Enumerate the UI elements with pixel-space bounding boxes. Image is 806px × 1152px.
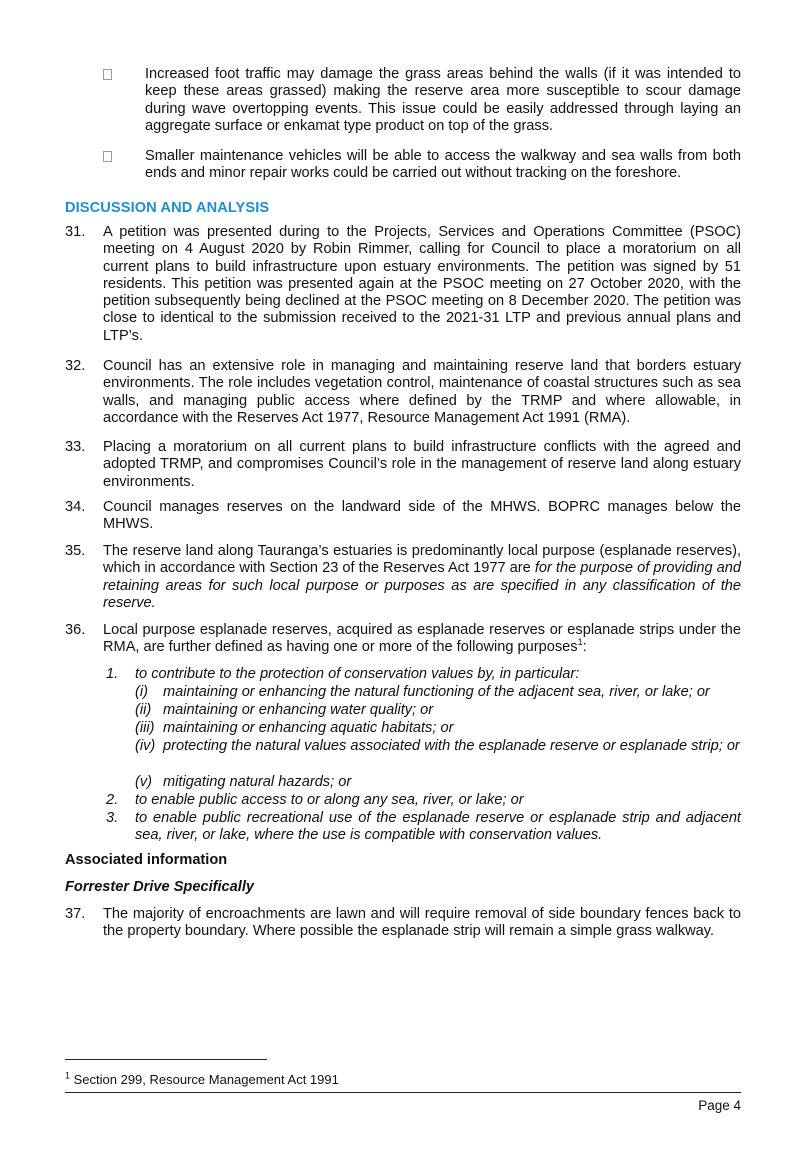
numbered-paragraph bbox=[65, 358, 741, 427]
paragraph-text-tail: : bbox=[582, 639, 587, 656]
bullet-item bbox=[65, 66, 741, 135]
sub-purpose-text: protecting the natural values associated with the esplanade reserve or esplanade strip; or bbox=[163, 738, 740, 754]
sub-purpose-text: maintaining or enhancing water quality; or bbox=[163, 702, 434, 718]
purpose-number: 1. bbox=[106, 666, 119, 682]
bullet-glyph-icon bbox=[103, 69, 112, 80]
purpose-number: 3. bbox=[106, 810, 119, 826]
purpose-number: 2. bbox=[106, 792, 119, 808]
numbered-paragraph bbox=[65, 439, 741, 491]
subheading-italic: Forrester Drive Specifically bbox=[65, 879, 254, 895]
bullet-text: Smaller maintenance vehicles will be able to access the walkway and sea walls from both ends and minor repair works could be carried out without tracking on the foreshore. bbox=[145, 148, 741, 182]
numbered-paragraph bbox=[65, 224, 741, 345]
sub-purpose-text: maintaining or enhancing the natural functioning of the adjacent sea, river, or lake; or bbox=[163, 684, 710, 700]
footnote-mark: 1 bbox=[65, 1070, 71, 1081]
sub-purpose-text: mitigating natural hazards; or bbox=[163, 774, 352, 790]
footnote-ref: 1 bbox=[577, 637, 583, 648]
paragraph-number: 37. bbox=[65, 906, 86, 922]
footer-separator bbox=[65, 1092, 741, 1093]
sub-purpose-number: (ii) bbox=[135, 702, 152, 718]
paragraph-text: Council has an extensive role in managing and maintaining reserve land that borders estuary environments. The role includes vegetation control, maintenance of coastal structures such as sea walls, and managing public access where defined by the TRMP and where allowable, in accordance with the Reserves Act 1977, Resource Management Act 1991 (RMA). bbox=[103, 358, 741, 426]
paragraph-number: 34. bbox=[65, 499, 86, 515]
numbered-paragraph bbox=[65, 499, 741, 534]
footnote bbox=[65, 1072, 339, 1087]
footnote-separator bbox=[65, 1059, 267, 1060]
subheading: Associated information bbox=[65, 852, 228, 868]
paragraph-text: Placing a moratorium on all current plans to build infrastructure conflicts with the agreed and adopted TRMP, and compromises Council’s role in the management of reserve land along estuary environments. bbox=[103, 439, 741, 490]
bullet-glyph-icon bbox=[103, 151, 112, 162]
sub-purpose-number: (iii) bbox=[135, 720, 155, 736]
paragraph-text-plain: The reserve land along Tauranga’s estuaries is predominantly local purpose (esplanade reserves), which in accordance with Section 23 of the Reserves Act 1977 are bbox=[103, 543, 741, 577]
page-number: Page 4 bbox=[698, 1098, 741, 1113]
bullet-text: Increased foot traffic may damage the grass areas behind the walls (if it was intended to keep these areas grassed) making the reserve area more susceptible to scour damage during wave overtopping events. This issue could be easily addressed through laying an aggregate surface or enkamat type product on top of the grass. bbox=[145, 66, 741, 134]
footnote-text: Section 299, Resource Management Act 1991 bbox=[70, 1072, 339, 1087]
paragraph-text: The majority of encroachments are lawn and will require removal of side boundary fences back to the property boundary. Where possible the esplanade strip will remain a simple grass walkway. bbox=[103, 906, 741, 940]
paragraph-text-italic: for the purpose of providing and retaining areas for such local purpose or purposes as are specified in any classification of the reserve. bbox=[103, 560, 741, 611]
sub-purpose-number: (iv) bbox=[135, 738, 156, 754]
sub-purpose-number: (v) bbox=[135, 774, 153, 790]
paragraph-number: 35. bbox=[65, 543, 86, 559]
purpose-text: to enable public recreational use of the esplanade reserve or esplanade strip and adjacent sea, river, or lake, where the use is compatible with conservation values. bbox=[135, 810, 741, 844]
paragraph-text: Council manages reserves on the landward side of the MHWS. BOPRC manages below the MHWS. bbox=[103, 499, 741, 533]
numbered-paragraph bbox=[65, 543, 741, 612]
purpose-text: to enable public access to or along any sea, river, or lake; or bbox=[135, 792, 524, 808]
paragraph-text-plain: Local purpose esplanade reserves, acquired as esplanade reserves or esplanade strips under the RMA, are further defined as having one or more of the following purposes bbox=[103, 622, 741, 656]
numbered-paragraph bbox=[65, 906, 741, 941]
paragraph-text: A petition was presented during to the Projects, Services and Operations Committee (PSOC) meeting on 4 August 2020 by Robin Rimmer, calling for Council to place a moratorium on all current plans to build infrastructure upon estuary environments. The petition was signed by 51 residents. This petition was presented again at the PSOC meeting on 27 October 2020, with the petition subsequently being declined at the PSOC meeting on 8 December 2020. The petition was close to identical to the submission received to the 2021-31 LTP and previous annual plans and LTP’s. bbox=[103, 224, 741, 344]
paragraph-text bbox=[103, 543, 741, 612]
bullet-item bbox=[65, 148, 741, 183]
section-heading: DISCUSSION AND ANALYSIS bbox=[65, 200, 270, 216]
paragraph-text bbox=[103, 622, 741, 657]
paragraph-number: 36. bbox=[65, 622, 86, 638]
numbered-paragraph bbox=[65, 622, 741, 657]
paragraph-number: 33. bbox=[65, 439, 86, 455]
purpose-text: to contribute to the protection of conservation values by, in particular: bbox=[135, 666, 580, 682]
sub-purpose-number: (i) bbox=[135, 684, 148, 700]
paragraph-number: 31. bbox=[65, 224, 86, 240]
sub-purpose-text: maintaining or enhancing aquatic habitats; or bbox=[163, 720, 454, 736]
paragraph-number: 32. bbox=[65, 358, 86, 374]
